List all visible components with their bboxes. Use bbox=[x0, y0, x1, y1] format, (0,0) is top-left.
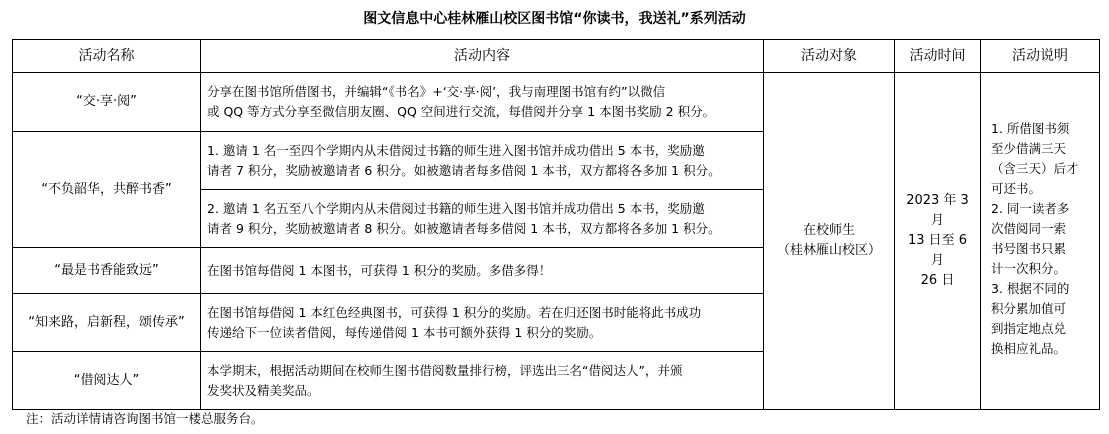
activity-content bbox=[201, 132, 764, 190]
content-line: 本学期末，根据活动期间在校师生图书借阅数量排行榜，评选出三名“借阅达人”，并颁 bbox=[207, 362, 683, 378]
note-line: 到指定地点兑 bbox=[991, 321, 1067, 336]
activity-name: “知来路，启新程，颂传承” bbox=[13, 294, 201, 352]
footnote: 注：活动详情请咨询图书馆一楼总服务台。 bbox=[26, 411, 264, 426]
time-line: 2023 年 3 月 bbox=[906, 193, 969, 228]
content-line: 请者 7 积分，奖励被邀请者 6 积分。如被邀请者每多借阅 1 本书，双方都将各多加 1 积分。 bbox=[207, 162, 721, 178]
activity-content bbox=[201, 190, 764, 248]
note-line: 积分累加值可 bbox=[991, 301, 1067, 316]
content-line: 发奖状及精美奖品。 bbox=[207, 382, 320, 398]
activity-name: “不负韶华，共醉书香” bbox=[13, 132, 201, 248]
activity-target bbox=[764, 73, 895, 410]
table-header-row bbox=[13, 40, 1100, 73]
time-line: 13 日至 6 月 bbox=[907, 233, 968, 268]
note-line: 换相应礼品。 bbox=[991, 341, 1067, 356]
content-line: 或 QQ 等方式分享至微信朋友圈、QQ 空间进行交流，每借阅并分享 1 本图书奖励 2 积分。 bbox=[207, 104, 716, 119]
activity-name: “最是书香能致远” bbox=[13, 248, 201, 294]
activity-content bbox=[201, 248, 764, 294]
content-line: 1. 邀请 1 名一至四个学期内从未借阅过书籍的师生进入图书馆并成功借出 5 本书，奖励邀 bbox=[207, 142, 705, 158]
target-line: （桂林雁山校区） bbox=[776, 243, 881, 258]
note-line: 可还书。 bbox=[991, 181, 1042, 196]
table-row bbox=[13, 73, 1100, 132]
activity-content bbox=[201, 352, 764, 410]
note-line: 至少借满三天 bbox=[991, 141, 1067, 156]
note-line: 次借阅同一索 bbox=[991, 221, 1067, 236]
note-line: 1. 所借图书须 bbox=[991, 121, 1070, 136]
activity-table bbox=[12, 39, 1100, 410]
page-title: 图文信息中心桂林雁山校区图书馆“你读书，我送礼”系列活动 bbox=[363, 11, 746, 27]
content-line: 2. 邀请 1 名五至八个学期内从未借阅过书籍的师生进入图书馆并成功借出 5 本书，奖励邀 bbox=[207, 200, 705, 216]
note-line: 3. 根据不同的 bbox=[991, 281, 1070, 296]
note-line: 计一次积分。 bbox=[991, 261, 1067, 276]
content-line: 分享在图书馆所借图书，并编辑“《书名》+‘交·享·阅’，我与南理图书馆有约”以微信 bbox=[207, 84, 666, 99]
target-line: 在校师生 bbox=[802, 223, 855, 238]
content-line: 传递给下一位读者借阅，每传递借阅 1 本书可额外获得 1 积分的奖励。 bbox=[207, 324, 602, 340]
content-line: 在图书馆每借阅 1 本图书，可获得 1 积分的奖励。多借多得！ bbox=[207, 262, 552, 278]
time-line: 26 日 bbox=[920, 273, 955, 288]
content-line: 请者 9 积分，奖励被邀请者 8 积分。如被邀请者每多借阅 1 本书，双方都将各多加 1 积分。 bbox=[207, 220, 721, 236]
activity-content bbox=[201, 294, 764, 352]
header-activity-target: 活动对象 bbox=[764, 40, 895, 73]
activity-content bbox=[201, 73, 764, 132]
activity-name: “交·享·阅” bbox=[13, 73, 201, 132]
activity-time bbox=[895, 73, 981, 410]
header-activity-name: 活动名称 bbox=[13, 40, 201, 73]
note-line: 书号图书只累 bbox=[991, 241, 1067, 256]
note-line: 2. 同一读者多 bbox=[991, 201, 1070, 216]
header-activity-note: 活动说明 bbox=[981, 40, 1100, 73]
header-activity-content: 活动内容 bbox=[201, 40, 764, 73]
header-activity-time: 活动时间 bbox=[895, 40, 981, 73]
activity-name: “借阅达人” bbox=[13, 352, 201, 410]
activity-note bbox=[981, 73, 1100, 410]
content-line: 在图书馆每借阅 1 本红色经典图书，可获得 1 积分的奖励。若在归还图书时能将此书成功 bbox=[207, 304, 702, 320]
note-line: （含三天）后才 bbox=[991, 161, 1079, 176]
